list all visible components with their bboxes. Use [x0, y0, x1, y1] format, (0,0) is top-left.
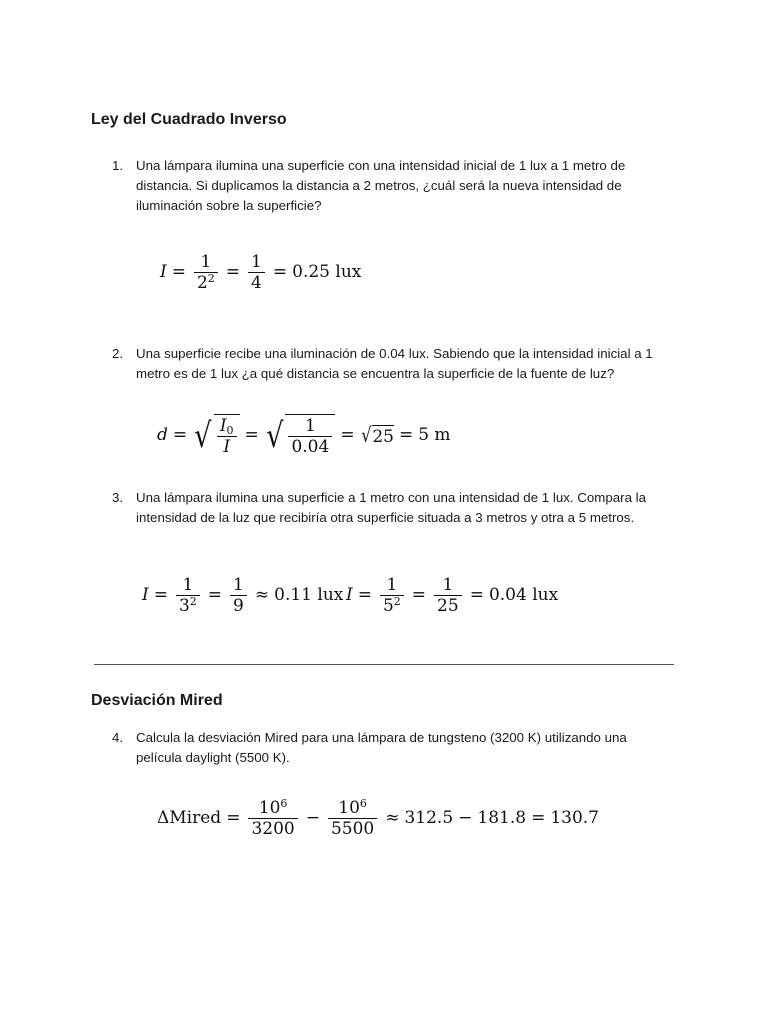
equation-1: I = $\frac{1}{2^2}$ = $\frac{1}{4}$ = 0.25 lux: [160, 252, 362, 293]
eq-result: 0.04 lux: [488, 585, 559, 605]
equation-3b: I = $\frac{1}{5^2}$ = $\frac{1}{25}$ = 0.04 lux: [346, 575, 559, 616]
square-root: √ $\frac{1}{0.04}$: [264, 414, 336, 457]
exercise-text: Una superficie recibe una iluminación de 0.04 lux. Sabiendo que la intensidad inicial a 1 metro es de 1 lux ¿a qué distancia se encuentra la superficie de la fuente de luz?: [136, 346, 653, 381]
square-root: √ $\frac{I_0}{I}$: [192, 414, 239, 457]
exercise-number: 2.: [112, 346, 124, 361]
eq-variable: d: [157, 425, 168, 445]
section-title-inverse-square: Ley del Cuadrado Inverso: [91, 111, 287, 128]
exercise-number: 3.: [112, 490, 124, 505]
eq-variable: I: [346, 585, 353, 605]
exercise-number: 4.: [112, 730, 124, 745]
eq-result: 130.7: [550, 808, 599, 828]
eq-result: 5 m: [418, 425, 451, 445]
eq-fraction: $\frac{1}{4}$: [248, 252, 265, 293]
eq-variable: I: [160, 262, 167, 282]
eq-result: 0.25 lux: [292, 262, 362, 282]
exercise-text: Una lámpara ilumina una superficie a 1 metro con una intensidad de 1 lux. Compara la intensidad de la luz que recibiría otra superficie situada a 3 metros y otra a 5 metros.: [136, 490, 647, 525]
exercise-number: 1.: [112, 158, 124, 173]
eq-variable: ΔMired: [157, 808, 222, 828]
eq-fraction: $\frac{1}{2^2}$: [194, 252, 218, 293]
equation-2: d = √ $\frac{I_0}{I}$ = √ $\frac{1}{0.04}$ = √25 = 5 m: [157, 415, 451, 457]
exercise-text: Calcula la desviación Mired para una lámpara de tungsteno (3200 K) utilizando una película daylight (5500 K).: [136, 730, 627, 765]
equation-4: ΔMired = $\frac{10^6}{3200}$ − $\frac{10^6}{5500}$ ≈ 312.5 − 181.8 = 130.7: [157, 797, 599, 839]
section-divider: [94, 664, 674, 665]
equation-3a: I = $\frac{1}{3^2}$ = $\frac{1}{9}$ ≈ 0.11 lux: [142, 575, 344, 616]
exercise-text: Una lámpara ilumina una superficie con una intensidad inicial de 1 lux a 1 metro de distancia. Si duplicamos la distancia a 2 metros, ¿cuál será la nueva intensidad de iluminación sobre la superficie?: [136, 158, 626, 213]
eq-result: 0.11 lux: [274, 585, 344, 605]
section-title-mired: Desviación Mired: [91, 692, 223, 709]
square-root: √25: [360, 422, 394, 447]
eq-variable: I: [142, 585, 149, 605]
